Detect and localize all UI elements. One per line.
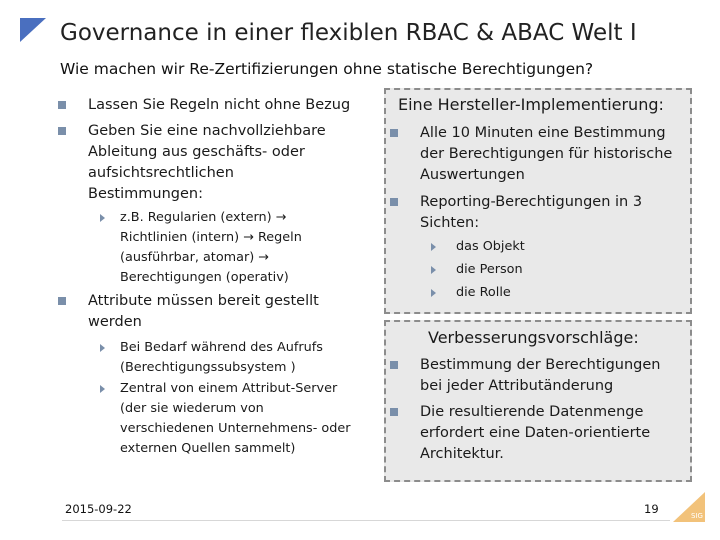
- left-bullet-1: Lassen Sie Regeln nicht ohne Bezug: [58, 95, 368, 116]
- square-bullet-icon: [58, 101, 66, 109]
- vendor-implementation-heading: Eine Hersteller-Implementierung:: [398, 95, 664, 114]
- slide-title: Governance in einer flexiblen RBAC & ABAC Welt I: [60, 20, 637, 46]
- square-bullet-icon: [390, 198, 398, 206]
- sig-logo-icon: [673, 492, 705, 522]
- box1-sub-1: das Objekt: [431, 237, 631, 257]
- footer-date: 2015-09-22: [65, 502, 132, 516]
- svg-text:SIG: SIG: [691, 512, 703, 520]
- square-bullet-icon: [390, 129, 398, 137]
- box1-bullet-1: Alle 10 Minuten eine Bestimmung der Berechtigungen für historische Auswertungen: [390, 123, 680, 186]
- slide-subtitle: Wie machen wir Re-Zertifizierungen ohne statische Berechtigungen?: [60, 60, 594, 78]
- footer-divider: [62, 520, 670, 521]
- left-bullet-3-sub-1: Bei Bedarf während des Aufrufs (Berechtigungssubsystem ): [100, 338, 355, 378]
- improvement-suggestions-heading: Verbesserungsvorschläge:: [428, 328, 639, 347]
- triangle-bullet-icon: [100, 344, 105, 352]
- page-number: 19: [644, 502, 659, 516]
- box1-sub-2: die Person: [431, 260, 631, 280]
- square-bullet-icon: [390, 408, 398, 416]
- left-bullet-3-sub-2: Zentral von einem Attribut-Server (der sie wiederum von verschiedenen Unternehmens- oder externen Quellen sammelt): [100, 379, 355, 459]
- square-bullet-icon: [58, 297, 66, 305]
- triangle-bullet-icon: [431, 266, 436, 274]
- square-bullet-icon: [58, 127, 66, 135]
- triangle-bullet-icon: [100, 385, 105, 393]
- triangle-bullet-icon: [100, 214, 105, 222]
- square-bullet-icon: [390, 361, 398, 369]
- box2-bullet-2: Die resultierende Datenmenge erfordert eine Daten-orientierte Architektur.: [390, 402, 680, 465]
- left-bullet-2-sub: z.B. Regularien (extern) → Richtlinien (intern) → Regeln (ausführbar, atomar) → Berechtigungen (operativ): [100, 208, 355, 288]
- left-bullet-3: Attribute müssen bereit gestellt werden: [58, 291, 348, 333]
- box2-bullet-1: Bestimmung der Berechtigungen bei jeder Attributänderung: [390, 355, 680, 397]
- box1-sub-3: die Rolle: [431, 283, 631, 303]
- triangle-bullet-icon: [431, 289, 436, 297]
- triangle-bullet-icon: [431, 243, 436, 251]
- box1-bullet-2: Reporting-Berechtigungen in 3 Sichten:: [390, 192, 665, 234]
- corner-triangle-decoration: [20, 18, 46, 42]
- left-bullet-2: Geben Sie eine nachvollziehbare Ableitung aus geschäfts- oder aufsichtsrechtlichen Bestimmungen:: [58, 121, 328, 205]
